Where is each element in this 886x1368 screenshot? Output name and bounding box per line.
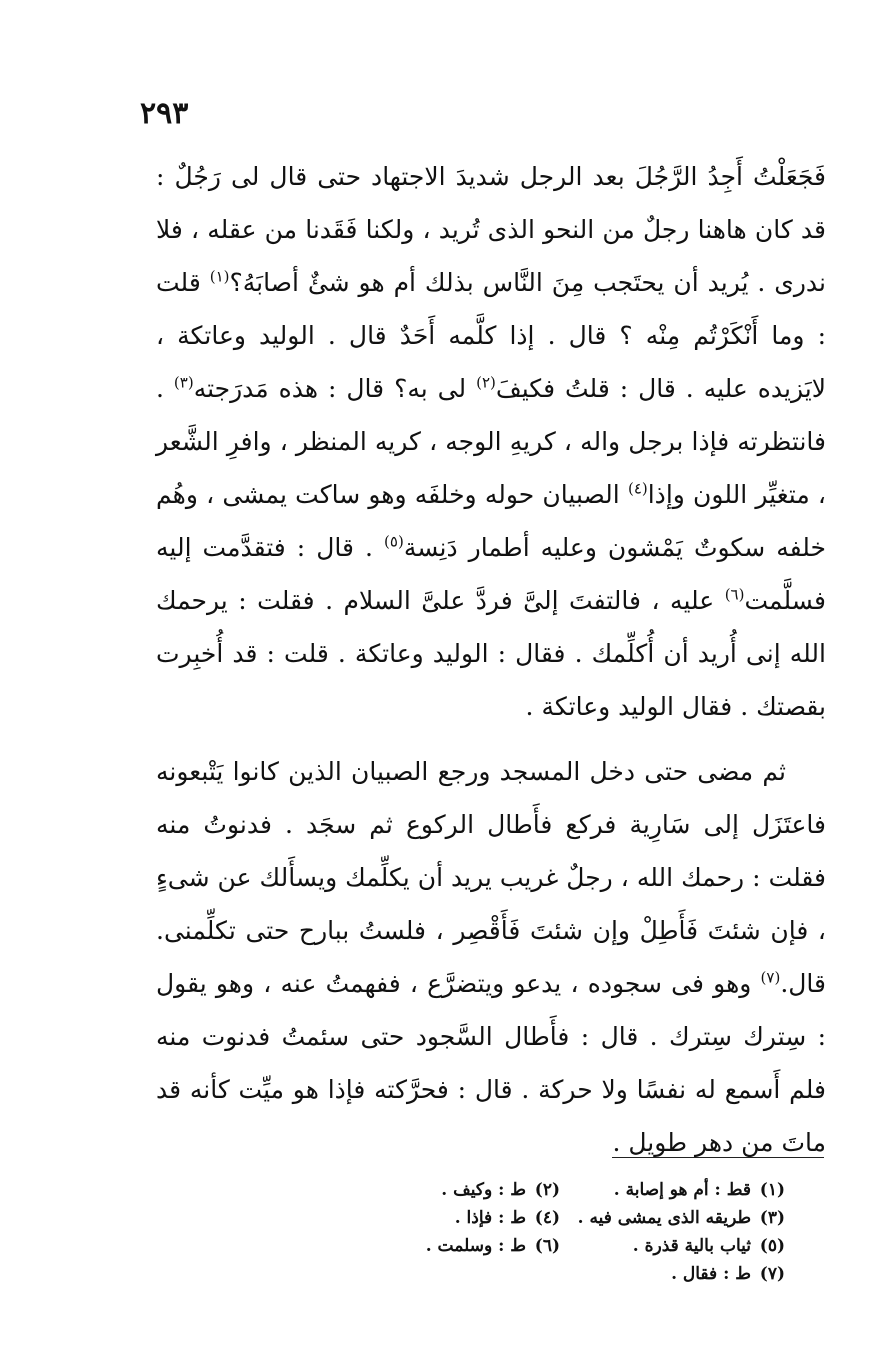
paragraph-1 [156, 150, 826, 733]
footnote-row [335, 1260, 785, 1288]
footnote-row [335, 1232, 785, 1260]
text-run: لى به؟ قال : هذه مَدرَجته [193, 374, 477, 403]
text-run: . فانتظرته فإذا برجل واله ، كريهِ الوجه ، كريه المنظر ، وافرِ الشَّعر ، متغيِّر اللون وإذا [156, 374, 826, 509]
text-run: قلت : وما أَنْكَرْتُم مِنْه ؟ قال . إذا كلَّمه أَحَدٌ قال . الوليد وعاتكة ، لايَزيده عليه . قال : قلتُ فكيفَ [156, 268, 826, 403]
footnotes [335, 1176, 785, 1288]
page-number: ٢٩٣ [140, 96, 189, 131]
footnote-7: (٧)ط : فقال . [671, 1264, 785, 1284]
footnote-marker: (٢) [476, 373, 496, 392]
footnote-marker: (٣) [173, 373, 194, 392]
text-run: فَجَعَلْتُ أَجِدُ الرَّجُلَ بعد الرجل شديدَ الاجتهاد حتى قال لى رَجُلٌ : قد كان هاهنا رجلٌ من النحو الذى تُريد ، ولكنا فَقَدنا من عقله ، فلا ندرى . يُريد أن يحتَجب مِنَ النَّاس بذلك أم هو شئٌ أصابَهُ؟ [156, 162, 826, 297]
footnote-marker: (٤) [627, 479, 648, 498]
text-run: الصبيان حوله وخلفَه وهو ساكت يمشى ، وهُم خلفه سكوتٌ يَمْشون وعليه أطمار دَنِسة [156, 480, 826, 562]
text-run: ثم مضى حتى دخل المسجد ورجع الصبيان الذين كانوا يَتْبعونه فاعتَزَل إلى سَارِية فركع فأَطال الركوع ثم سجَد . فدنوتُ منه فقلت : رحمك الله ، رجلٌ غريب يريد أن يكلِّمك ويسأَلك عن شىءٍ ، فإن شئتَ فَأَطِلْ وإن شئتَ فَأَقْصِر ، فلستُ ببارح حتى تكلِّمنى. قال. [156, 757, 826, 998]
text-run: وهو فى سجوده ، يدعو ويتضرَّع ، ففهمتُ عنه ، وهو يقول : سِترك سِترك . قال : فأَطال السَّجود حتى سئمتُ فدنوت منه فلم أَسمع له نفسًا ولا حركة . قال : فحرَّكته فإذا هو ميِّت كأنه قد ماتَ من دهر طويل . [156, 969, 826, 1157]
footnote-marker: (٧) [760, 968, 781, 987]
footnote-1: (١)قط : أم هو إصابة . [613, 1180, 785, 1200]
paragraph-2 [156, 745, 826, 1169]
footnote-2: (٢)ط : وكيف . [441, 1180, 560, 1200]
footnote-divider [612, 1157, 824, 1158]
footnote-5: (٥)ثياب بالية قذرة . [632, 1236, 785, 1256]
footnote-6: (٦)ط : وسلمت . [425, 1236, 560, 1256]
text-run: عليه ، فالتفتَ إلىَّ فردَّ علىَّ السلام . فقلت : يرحمك الله إنى أُريد أن أُكلِّمك . فقال : الوليد وعاتكة . قلت : قد أُخبِرت بقصتك . فقال الوليد وعاتكة . [156, 586, 826, 721]
main-text [156, 150, 826, 1169]
footnote-3: (٣)طريقه الذى يمشى فيه . [577, 1208, 785, 1228]
footnote-4: (٤)ط : فإذا . [454, 1208, 560, 1228]
footnote-marker: (٦) [724, 585, 745, 604]
footnote-row [335, 1176, 785, 1204]
text-run: . قال : فتقدَّمت إليه فسلَّمت [156, 533, 826, 615]
footnote-row [335, 1204, 785, 1232]
footnote-marker: (١) [209, 267, 230, 286]
footnote-marker: (٥) [384, 532, 404, 551]
